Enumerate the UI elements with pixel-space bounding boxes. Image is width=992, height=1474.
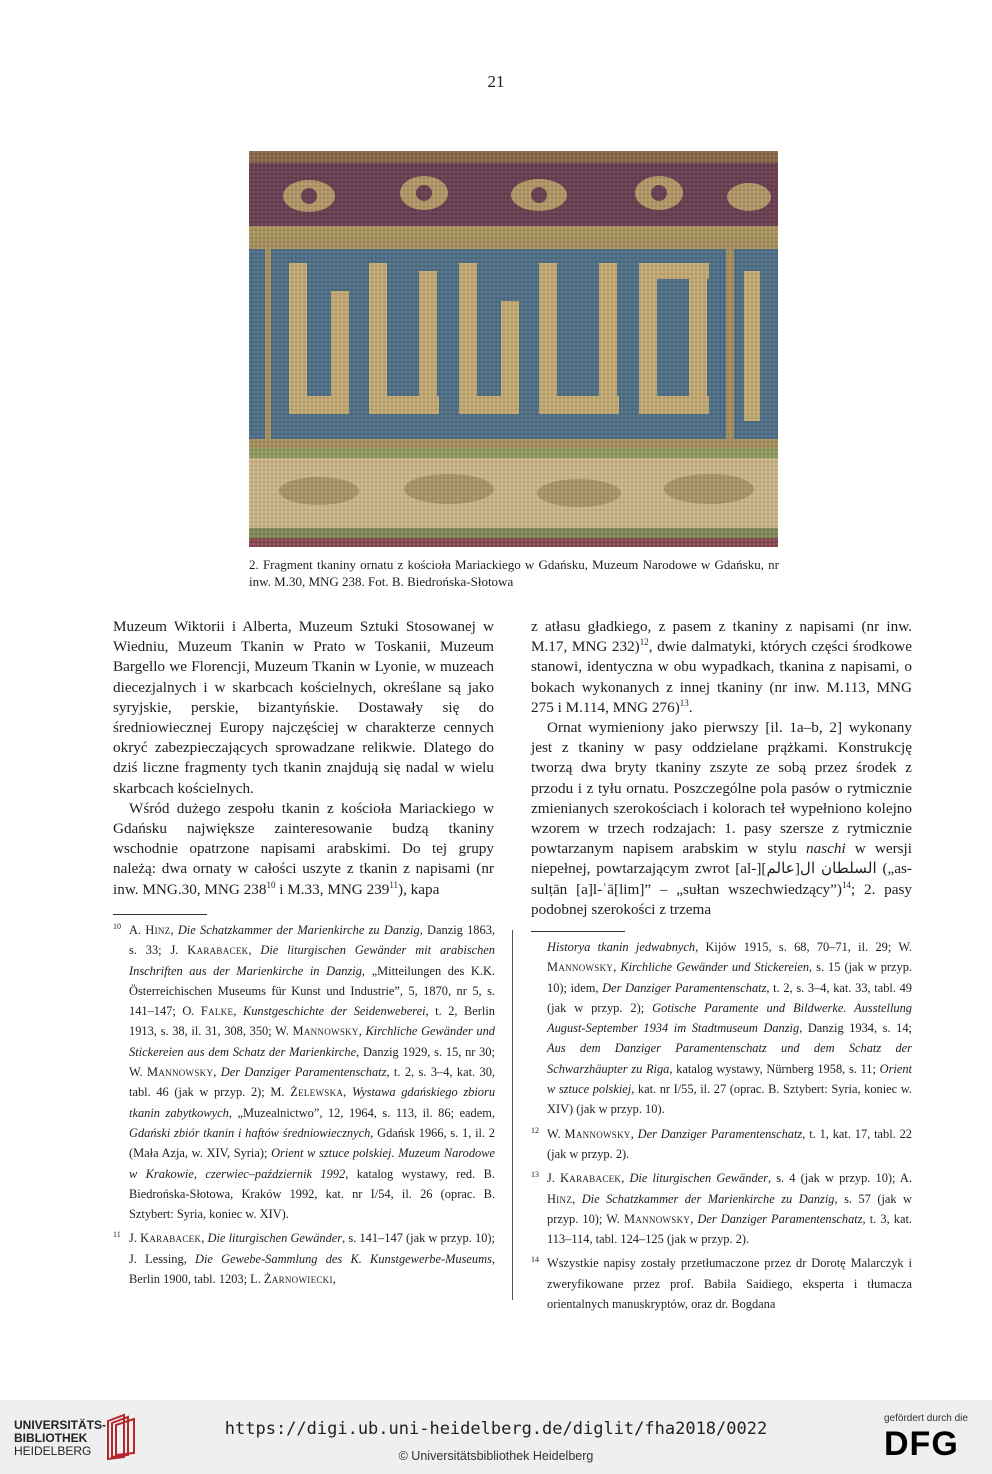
dfg-logo[interactable]: DFG — [884, 1425, 959, 1463]
permalink-url[interactable]: https://digi.ub.uni-heidelberg.de/diglit/fha2018/0022 — [224, 1419, 768, 1439]
footnote-ref-13[interactable]: 13 — [679, 697, 689, 708]
page-number: 21 — [487, 72, 505, 91]
footnote-12: 12 W. Mannowsky, Der Danziger Paramentenschatz, t. 1, kat. 17, tabl. 22 (jak w przyp. 2). — [531, 1125, 912, 1161]
footnote-separator — [113, 914, 207, 915]
footnote-13: 13 J. Karabacek, Die liturgischen Gewänder, s. 4 (jak w przyp. 10); A. Hinz, Die Schatzkammer der Marienkirche zu Danzig, s. 57 (jak w przyp. 10); W. Mannowsky, Der Danziger Paramentenschatz, t. 3, kat. 113–114, tabl. 124–125 (jak w przyp. 2). — [531, 1170, 913, 1247]
footnote-number: 11 — [113, 1230, 121, 1240]
textile-image — [249, 151, 778, 547]
footnote-11-continued: Historya tkanin jedwabnych, Kijów 1915, s. 68, 70–71, il. 29; W. Mannowsky, Kirchliche Gewänder und Stickereien, s. 15 (jak w przyp. 10); idem, Der Danziger Paramentenschatz, t. 2, s. 3–4, kat. 33, tabl. 49 (jak w przyp. 2); Gotische Paramente und Bildwerke. Ausstellung August-September 1934 im Stadtmuseum Danzig, Danzig 1934, s. 14; Aus dem Danziger Paramentenschatz und dem Schatz der Schwarzhäupter zu Riga, katalog wystawy, Nürnberg 1958, s. 11; Orient w sztuce polskiej, kat. nr I/55, il. 27 (oprac. B. Sztybert: Syria, koniec w. XIV) (jak w przyp. 10). — [547, 940, 913, 1117]
paragraph: Ornat wymieniony jako pierwszy [il. 1a–b, 2] wykonany jest z tkaniny w pasy oddzielane prążkami. Konstrukcję tworzą dwa bryty tkaniny zszyte ze sobą przez środek z przodu i z tyłu ornatu. Poszczególne pola pasów o rytmicznie zmienianych szerokościach i kolorach teł wypełniono kolejno wzorem w trzech rodzajach: 1. pasy szersze z rytmicznie powtarzanym napisem arabskim w stylu naschi w wersji niepełnej, powtarzającym zwrot [al-]السلطان ال[عالم] („as-sulṭān [a]l-ʿā[lim]” – „sułtan wszechwiedzący”)$^{14}$; 2. pasy podobnej szerokości z trzema — [531, 719, 912, 918]
library-logo-text[interactable]: UNIVERSITÄTS- BIBLIOTHEK HEIDELBERG — [14, 1418, 107, 1458]
paragraph: Wśród dużego zespołu tkanin z kościoła Mariackiego w Gdańsku największe zainteresowanie budzą tkaniny wschodnie opatrzone napisami arabskimi. Do tej grupy należą: dwa ornaty w całości uszyte z tkanin z napisami (nr inw. MNG.30, MNG $238^{10}$ i M.33, MNG $239^{11}$), kapa — [113, 799, 494, 898]
footnotes-right — [531, 937, 912, 1314]
paragraph: z atłasu gładkiego, z pasem z tkaniny z napisami (nr inw. M.17, MNG 232)$^{12}$, dwie dalmatyki, których części środkowe stanowi, identyczna w obu wypadkach, tkanina z napisami, o bokach wykonanych z innej tkaniny (nr inw. M.113, MNG 275 i M.114, MNG 276)$^{13}$. — [531, 618, 912, 716]
footnote-ref-11[interactable]: 11 — [389, 879, 399, 890]
right-column — [531, 617, 912, 920]
footnotes-left — [113, 920, 495, 1289]
footnote-number: 12 — [531, 1125, 539, 1135]
figure-caption: 2. Fragment tkaniny ornatu z kościoła Mariackiego w Gdańsku, Muzeum Narodowe w Gdańsku, nr inw. M.30, MNG 238. Fot. B. Biedrońska-Słotowa — [249, 557, 779, 589]
footnote-10: 10 A. Hinz, Die Schatzkammer der Marienkirche zu Danzig, Danzig 1863, s. 33; J. Karabacek, Die liturgischen Gewänder mit arabischen Inschriften aus der Marienkirche in Danzig, „Mitteilungen des K.K. Österreichischen Museums für Kunst und Industrie”, 5, 1870, nr 5, s. 141–147; O. Falke, Kunstgeschichte der Seidenweberei, t. 2, Berlin 1913, s. 38, il. 31, 308, 350; W. Mannowsky, Kirchliche Gewänder und Stickereien aus dem Schatz der Marienkirche, Danzig 1929, s. 15, nr 30; W. Mannowsky, Der Danziger Paramentenschatz, t. 2, s. 3–4, kat. 30, tabl. 46 (jak w przyp. 2); M. Żelewska, Wystawa gdańskiego zbioru tkanin zabytkowych, „Muzealnictwo”, 12, 1964, s. 113, il. 86; eadem, Gdański zbiór tkanin i haftów średniowiecznych, Gdańsk 1966, s. 1, il. 2 (Mała Azja, w. XIV, Syria); Orient w sztuce polskiej. Muzeum Narodowe w Krakowie, czerwiec–październik 1992, katalog wystawy, red. B. Biedrońska-Słotowa, Kraków 1992, kat. nr I/54, il. 26 (oprac. B. Sztybert: Syria, koniec w. XIV). — [113, 922, 496, 1222]
left-column — [113, 617, 494, 900]
textile-photograph — [249, 151, 778, 547]
footnote-number: 10 — [113, 922, 121, 931]
footnote-ref-12[interactable]: 12 — [639, 637, 649, 648]
funding-label: gefördert durch die — [884, 1413, 968, 1424]
footnote-number: 13 — [531, 1170, 539, 1180]
footnote-ref-14[interactable]: 14 — [841, 879, 851, 890]
footnote-number: 14 — [531, 1255, 539, 1265]
paragraph: Muzeum Wiktorii i Alberta, Muzeum Sztuki Stosowanej w Wiedniu, Muzeum Tkanin w Prato w Toskanii, Muzeum Bargello we Florencji, Muzeum Tkanin w Lyonie, w muzeach diecezjalnych i w skarbcach kościelnych, określane są jako syryjskie, perskie, bizantyńskie. Dostawały się do średniowiecznej Europy najczęściej w charakterze cennych okryć zabezpieczających sprowadzane relikwie. Dlatego do dziś liczne fragmenty tych tkanin znajdują się nadal w wielu skarbcach kościelnych. — [113, 618, 494, 797]
footnote-separator — [531, 931, 625, 932]
footer-bar — [0, 1400, 992, 1474]
column-divider — [512, 930, 513, 1300]
copyright-notice: © Universitätsbibliothek Heidelberg — [398, 1449, 594, 1463]
footnote-ref-10[interactable]: 10 — [266, 879, 276, 890]
footnote-11: 11 J. Karabacek, Die liturgischen Gewänder, s. 141–147 (jak w przyp. 10); J. Lessing, Die Gewebe-Sammlung des K. Kunstgewerbe-Museums, Berlin 1900, tabl. 1203; L. Żarnowiecki, — [113, 1230, 495, 1287]
footnote-14: 14 Wszystkie napisy zostały przetłumaczone przez dr Dorotę Malarczyk i zweryfikowane przez prof. Babila Saidiego, eksperta i tłumacza orientalnych manuskryptów, oraz dr. Bogdana — [531, 1255, 912, 1312]
